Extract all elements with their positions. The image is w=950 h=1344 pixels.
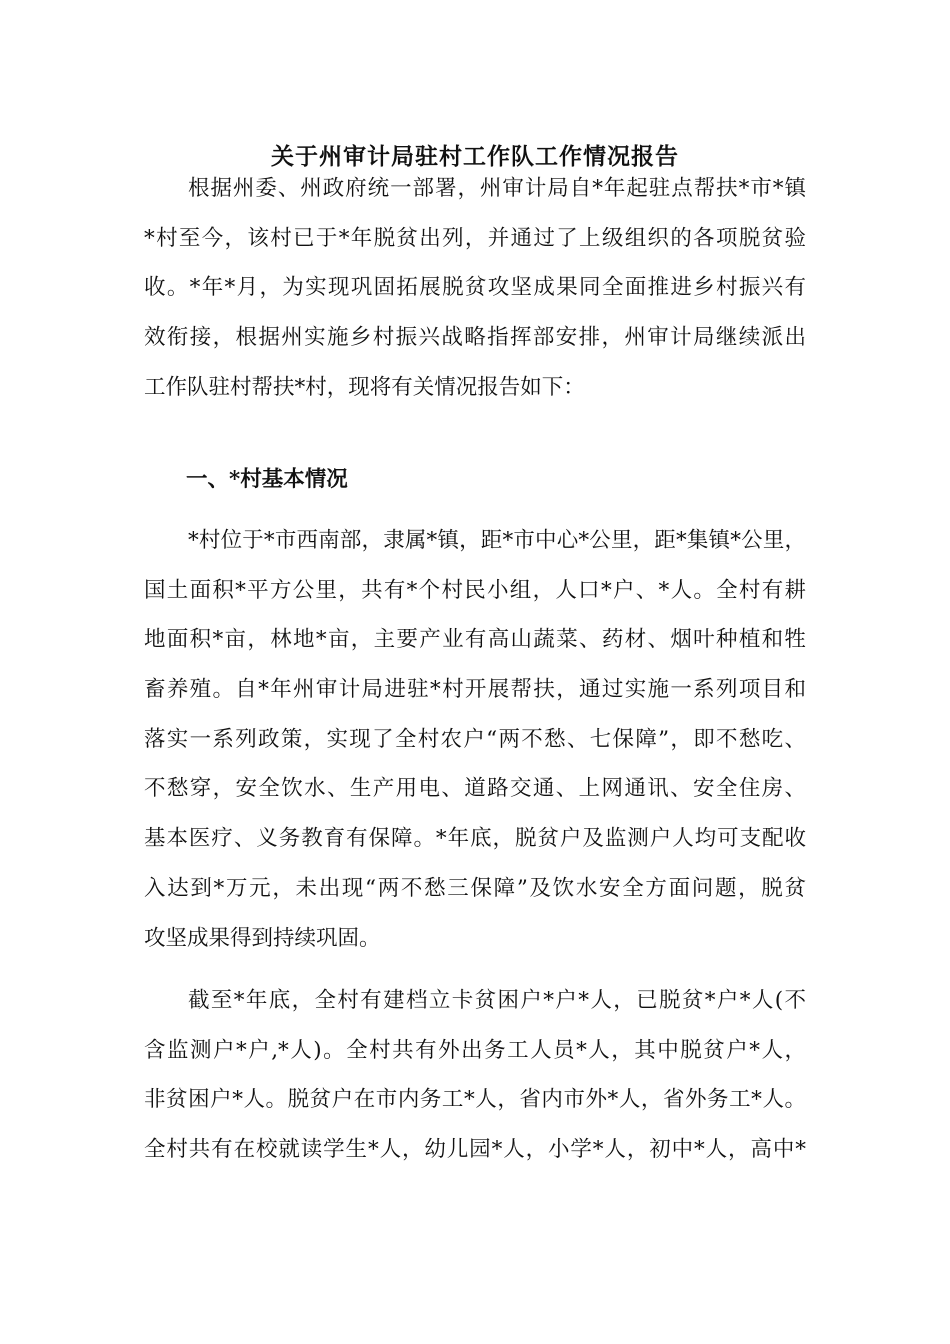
text-line: 入达到*万元，未出现“两不愁三保障”及饮水安全方面问题，脱贫: [144, 875, 806, 901]
text-line: 截至*年底，全村有建档立卡贫困户*户*人，已脱贫*户*人(不: [188, 988, 806, 1013]
text-line: 畜养殖。自*年州审计局进驻*村开展帮扶，通过实施一系列项目和: [144, 677, 806, 703]
text-line: 攻坚成果得到持续巩固。: [144, 925, 381, 951]
document-title: 关于州审计局驻村工作队工作情况报告: [271, 143, 679, 170]
section-heading: 一、*村基本情况: [186, 467, 348, 492]
text-line: 不愁穿，安全饮水、生产用电、道路交通、上网通讯、安全住房、: [144, 776, 806, 802]
text-line: 根据州委、州政府统一部署，州审计局自*年起驻点帮扶*市*镇: [188, 176, 806, 201]
text-line: 非贫困户*人。脱贫户在市内务工*人，省内市外*人，省外务工*人。: [144, 1087, 806, 1113]
text-line: 国土面积*平方公里，共有*个村民小组，人口*户、*人。全村有耕: [144, 577, 806, 603]
text-line: *村位于*市西南部，隶属*镇，距*市中心*公里，距*集镇*公里，: [188, 528, 806, 553]
text-line: 地面积*亩，林地*亩，主要产业有高山蔬菜、药材、烟叶种植和牲: [144, 627, 806, 653]
text-line: 落实一系列政策，实现了全村农户“两不愁、七保障”，即不愁吃、: [144, 726, 806, 752]
text-line: 收。*年*月，为实现巩固拓展脱贫攻坚成果同全面推进乡村振兴有: [144, 275, 806, 301]
intro-paragraph: [144, 164, 806, 412]
text-line: 基本医疗、义务教育有保障。*年底，脱贫户及监测户人均可支配收: [144, 826, 806, 852]
basic-info-paragraph: [144, 516, 806, 963]
text-line: 含监测户*户,*人)。全村共有外出务工人员*人，其中脱贫户*人，: [144, 1037, 806, 1063]
text-line: *村至今，该村已于*年脱贫出列，并通过了上级组织的各项脱贫验: [144, 225, 806, 251]
statistics-paragraph: [144, 976, 806, 1175]
text-line: 工作队驻村帮扶*村，现将有关情况报告如下：: [144, 374, 585, 400]
text-line: 效衔接，根据州实施乡村振兴战略指挥部安排，州审计局继续派出: [144, 325, 806, 351]
text-line: 全村共有在校就读学生*人，幼儿园*人，小学*人，初中*人，高中*: [144, 1137, 806, 1163]
